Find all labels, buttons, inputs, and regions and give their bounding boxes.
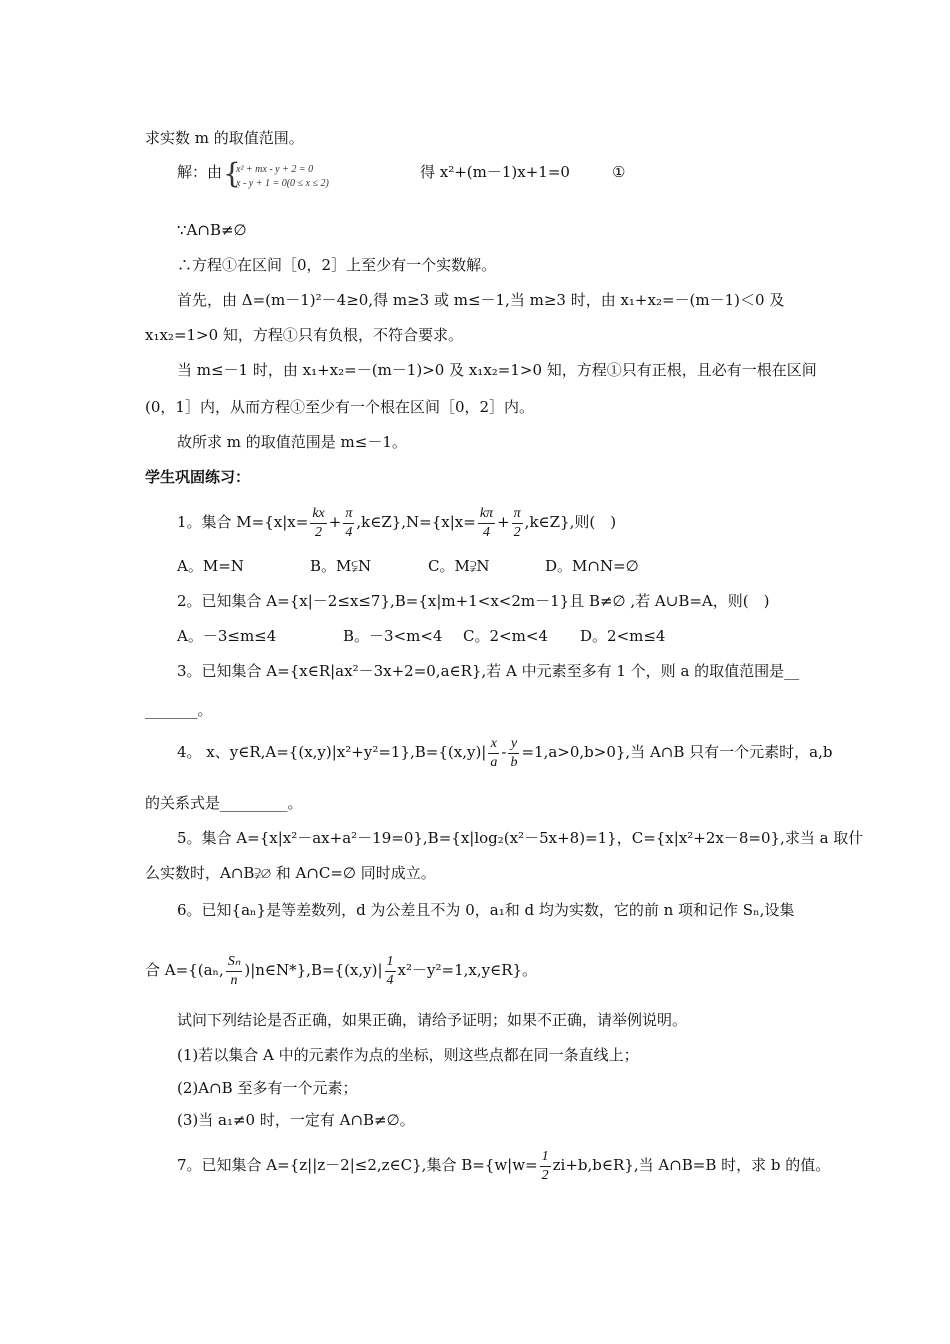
denominator: b bbox=[510, 754, 518, 770]
system-brace: { bbox=[223, 157, 241, 190]
q4-text-b: =1,a>0,b>0},当 A∩B 只有一个元素时，a,b bbox=[521, 743, 833, 761]
q6-item-2: (2)A∩B 至多有一个元素； bbox=[177, 1079, 358, 1097]
system-row-1: x² + mx - y + 2 = 0 bbox=[236, 164, 314, 175]
q6-instruction: 试问下列结论是否正确，如果正确，请给予证明；如果不正确，请举例说明。 bbox=[177, 1011, 688, 1029]
denominator: 2 bbox=[310, 523, 326, 542]
question-4 bbox=[177, 732, 832, 772]
q2-option-d: D。2<m≤4 bbox=[580, 627, 666, 645]
text-line: x₁x₂=1>0 知，方程①只有负根，不符合要求。 bbox=[145, 326, 463, 344]
fraction bbox=[385, 953, 396, 990]
q1-text-c: ,k∈Z},则( ) bbox=[524, 513, 617, 531]
fraction bbox=[508, 735, 519, 772]
text-line: 当 m≤－1 时，由 x₁+x₂=－(m－1)>0 及 x₁x₂=1>0 知，方程①只有正根，且必有一根在区间 bbox=[177, 361, 817, 379]
fraction bbox=[226, 953, 243, 990]
text-line: (0，1］内，从而方程①至少有一个根在区间［0，2］内。 bbox=[145, 398, 535, 416]
fraction bbox=[343, 505, 354, 542]
equation-result: 得 x²+(m－1)x+1=0 bbox=[420, 163, 570, 181]
numerator: 1 bbox=[386, 953, 394, 969]
q2-option-c: C。2<m<4 bbox=[463, 627, 548, 645]
operator: + bbox=[497, 513, 510, 531]
numerator: y bbox=[510, 735, 518, 751]
denominator: 2 bbox=[541, 1167, 549, 1183]
denominator: n bbox=[226, 971, 243, 990]
q6-text-a: 合 A={(aₙ, bbox=[145, 961, 224, 979]
question-4-cont: 的关系式是_________。 bbox=[145, 794, 303, 812]
q1-option-c: C。M⫌N bbox=[428, 557, 490, 575]
numerator: kπ bbox=[479, 505, 494, 521]
question-5-cont: 么实数时，A∩B⫌∅ 和 A∩C=∅ 同时成立。 bbox=[145, 864, 436, 882]
question-7 bbox=[177, 1145, 830, 1185]
q6-item-1: (1)若以集合 A 中的元素作为点的坐标，则这些点都在同一条直线上； bbox=[177, 1046, 639, 1064]
numerator: Sₙ bbox=[227, 953, 241, 969]
equation-marker: ① bbox=[612, 163, 626, 181]
q6-text-b: )|n∈N*},B={(x,y)| bbox=[244, 961, 383, 979]
numerator: π bbox=[513, 505, 521, 521]
question-3-cont: _______。 bbox=[145, 701, 213, 719]
q1-text-b: ,k∈Z},N={x|x= bbox=[356, 513, 476, 531]
text-line: 故所求 m 的取值范围是 m≤－1。 bbox=[177, 433, 407, 451]
denominator: a bbox=[490, 754, 498, 770]
denominator: 4 bbox=[343, 523, 354, 542]
denominator: 2 bbox=[512, 523, 523, 542]
q2-option-a: A。－3≤m≤4 bbox=[177, 627, 277, 645]
q7-text-a: 7。已知集合 A={z||z－2|≤2,z∈C},集合 B={w|w= bbox=[177, 1156, 538, 1174]
solution-prefix: 解：由 bbox=[177, 163, 223, 181]
question-2: 2。已知集合 A={x|－2≤x≤7},B={x|m+1<x<2m－1}且 B≠∅ ,若 A∪B=A，则( ) bbox=[177, 592, 770, 610]
fraction bbox=[478, 505, 495, 542]
fraction bbox=[540, 1148, 551, 1185]
denominator: 4 bbox=[478, 523, 495, 542]
operator: + bbox=[328, 513, 342, 531]
text-line: ∴方程①在区间［0，2］上至少有一个实数解。 bbox=[177, 256, 497, 274]
q2-option-b: B。－3<m<4 bbox=[343, 627, 443, 645]
q6-item-3: (3)当 a₁≠0 时，一定有 A∩B≠∅。 bbox=[177, 1111, 415, 1129]
numerator: π bbox=[345, 505, 353, 521]
text-line: ∵A∩B≠∅ bbox=[177, 221, 247, 239]
text-line: 求实数 m 的取值范围。 bbox=[145, 129, 304, 147]
fraction bbox=[488, 735, 499, 772]
operator: - bbox=[501, 743, 507, 761]
question-1 bbox=[177, 502, 616, 542]
question-3: 3。已知集合 A={x∈R|ax²－3x+2=0,a∈R},若 A 中元素至多有 1 个，则 a 的取值范围是__ bbox=[177, 662, 800, 680]
question-5: 5。集合 A={x|x²－ax+a²－19=0},B={x|log₂(x²－5x+8)=1}，C={x|x²+2x－8=0},求当 a 取什 bbox=[177, 829, 864, 847]
question-6-set bbox=[145, 950, 537, 990]
fraction bbox=[512, 505, 523, 542]
q1-text-a: 1。集合 M={x|x= bbox=[177, 513, 309, 531]
q6-text-c: x²－y²=1,x,y∈R}。 bbox=[397, 961, 538, 979]
system-row-2: x - y + 1 = 0(0 ≤ x ≤ 2) bbox=[236, 178, 329, 189]
q4-text-a: 4。 x、y∈R,A={(x,y)|x²+y²=1},B={(x,y)| bbox=[177, 743, 487, 761]
numerator: x bbox=[490, 735, 497, 751]
numerator: 1 bbox=[541, 1148, 549, 1164]
fraction bbox=[310, 505, 326, 542]
q1-option-d: D。M∩N=∅ bbox=[545, 557, 639, 575]
numerator: kx bbox=[312, 505, 325, 521]
text-line: 首先，由 Δ=(m－1)²－4≥0,得 m≥3 或 m≤－1,当 m≥3 时，由 x₁+x₂=－(m－1)＜0 及 bbox=[177, 291, 785, 309]
section-heading: 学生巩固练习： bbox=[145, 468, 251, 486]
denominator: 4 bbox=[386, 972, 394, 988]
q7-text-b: zi+b,b∈R},当 A∩B=B 时，求 b 的值。 bbox=[552, 1156, 831, 1174]
q1-option-a: A。M=N bbox=[177, 557, 244, 575]
question-6: 6。已知{aₙ}是等差数列，d 为公差且不为 0，a₁和 d 均为实数，它的前 n 项和记作 Sₙ,设集 bbox=[177, 901, 795, 919]
q1-option-b: B。M⫋N bbox=[310, 557, 372, 575]
